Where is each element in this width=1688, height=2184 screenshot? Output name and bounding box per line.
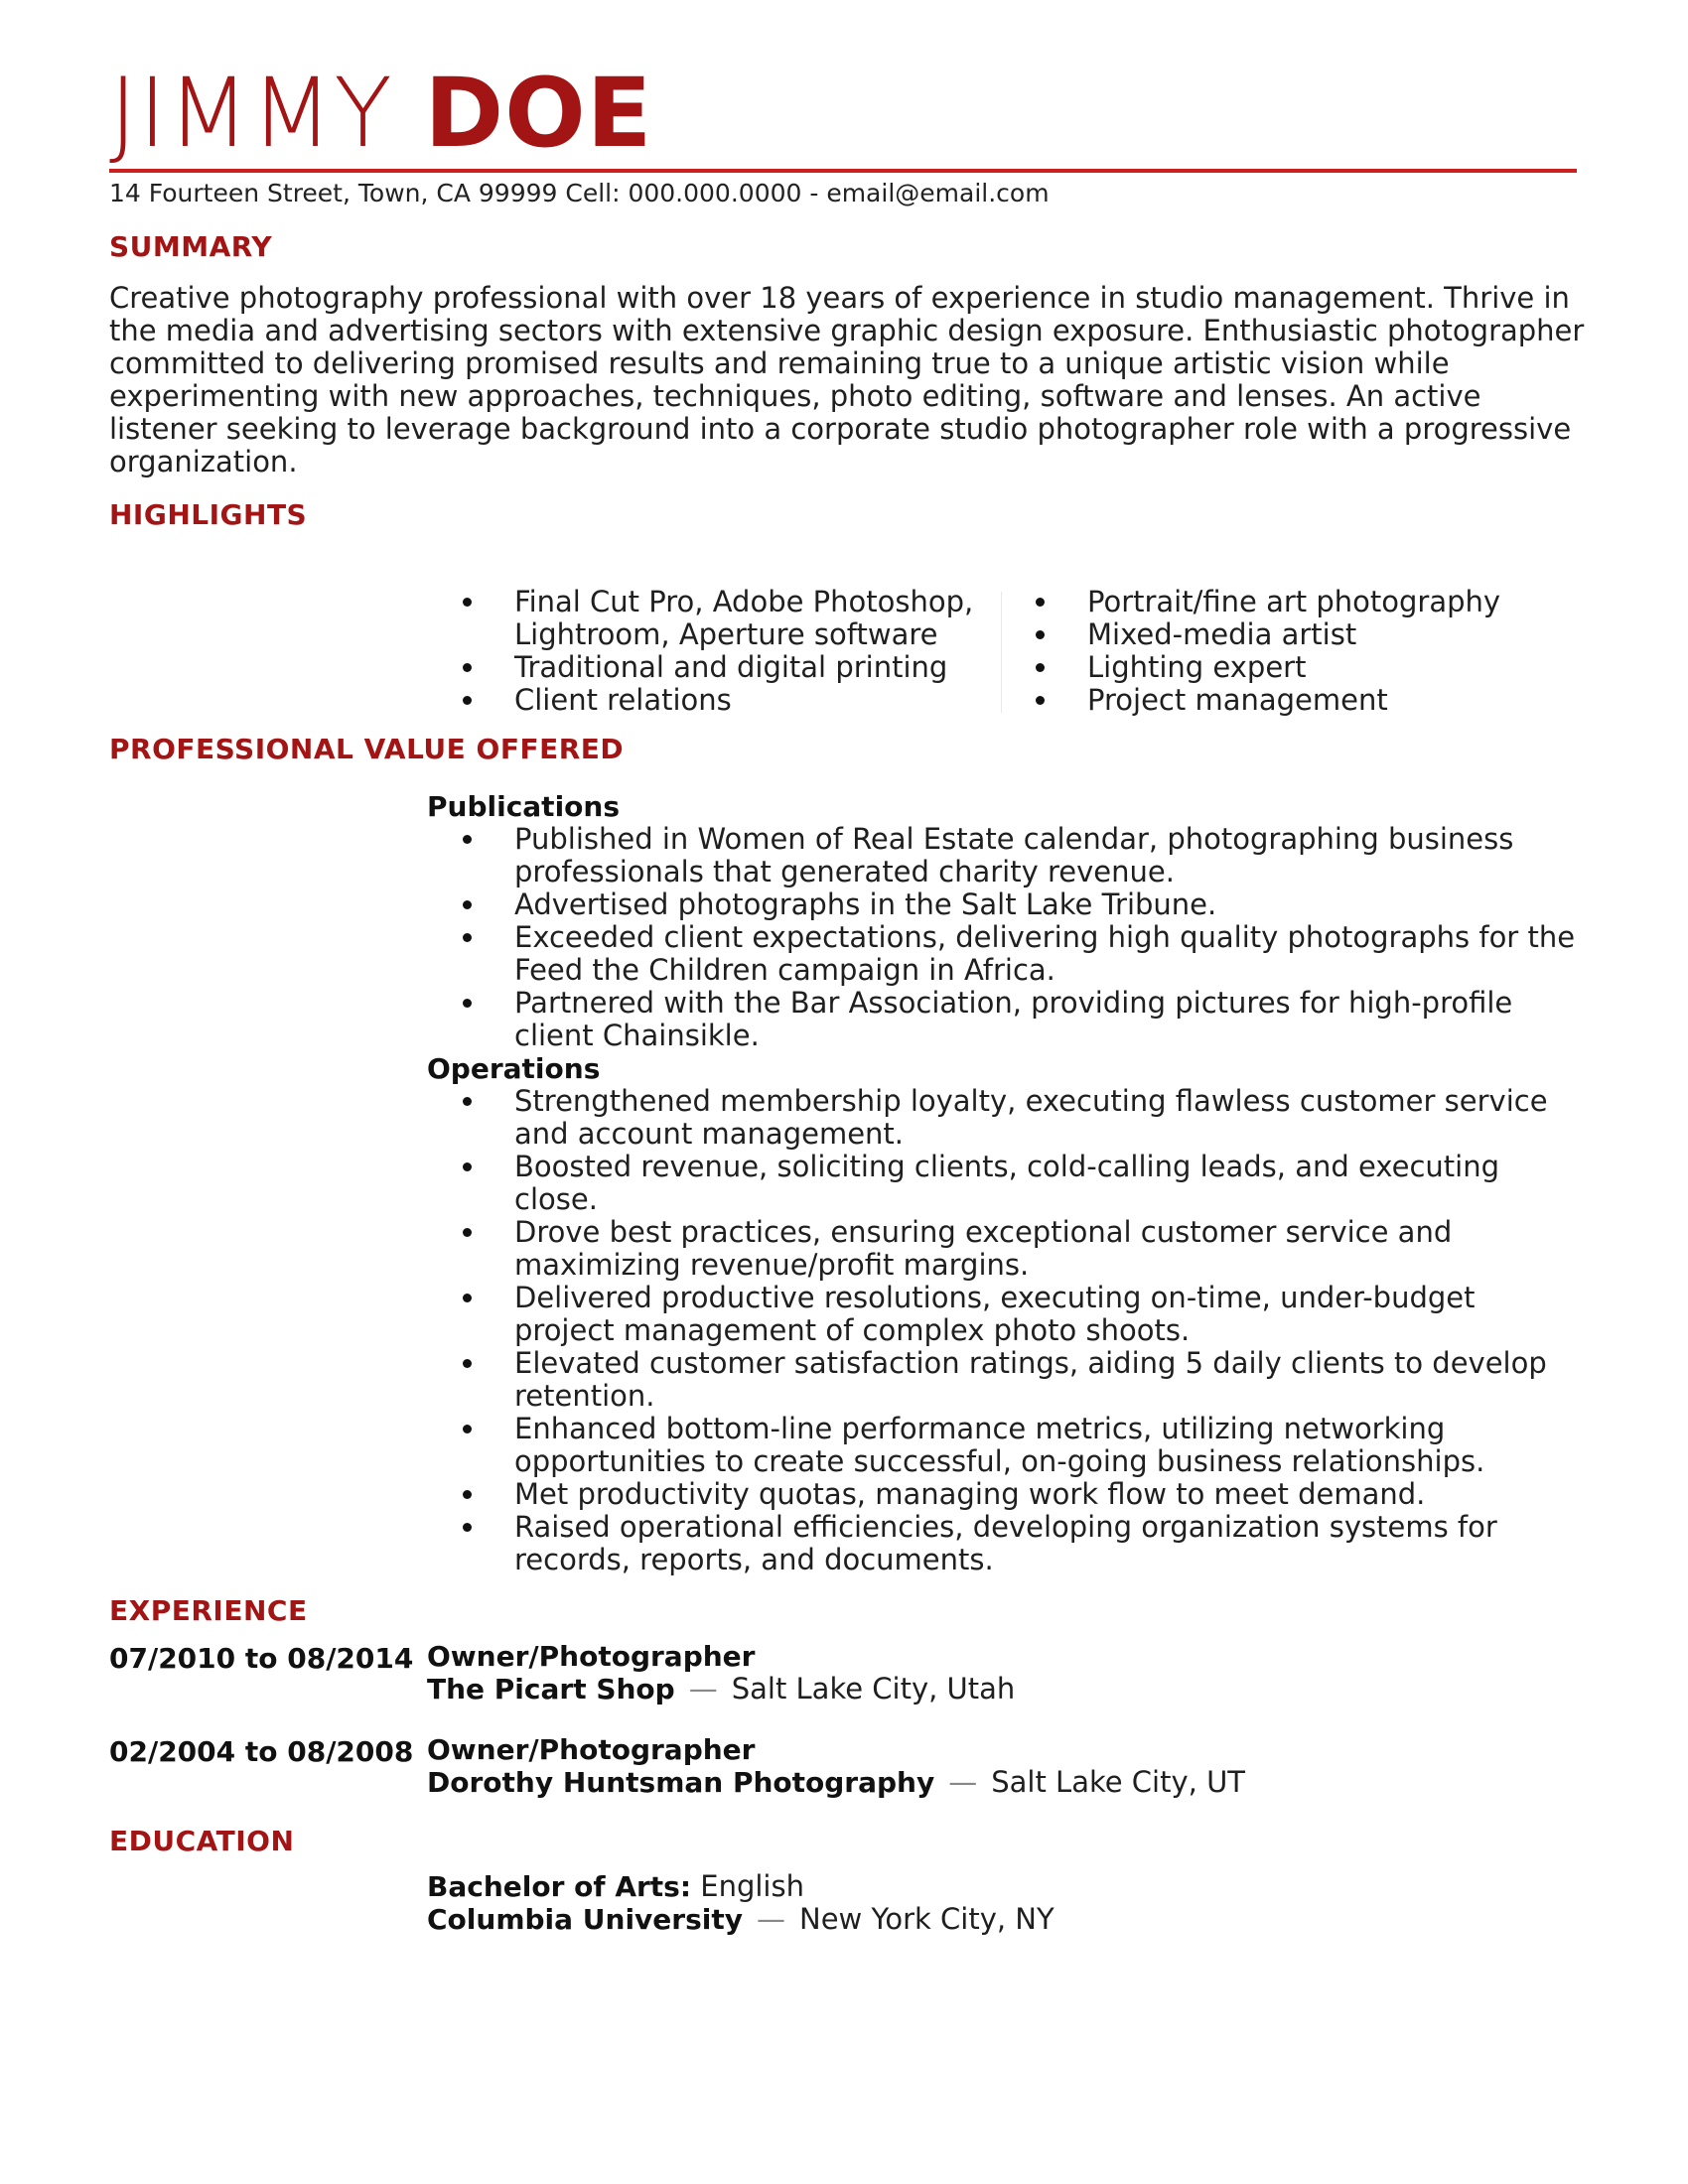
education-entry — [427, 1870, 1055, 1936]
list-item: Strengthened membership loyalty, executing flawless customer service and account management. — [463, 1085, 1579, 1151]
contact-line: 14 Fourteen Street, Town, CA 99999 Cell: 000.000.0000 - email@email.com — [109, 179, 1050, 207]
highlights-right-column — [1036, 586, 1552, 717]
school-name: Columbia University — [427, 1903, 743, 1936]
publications-list — [463, 823, 1579, 1052]
job-entry — [427, 1640, 1015, 1706]
summary-text: Creative photography professional with over 18 years of experience in studio management. Thrive in the media and advertising sectors with extensive graphic design exposure. Enthusiastic photographer committed to delivering promised results and remaining true to a unique artistic vision while experimenting with new approaches, techniques, photo editing, software and lenses. An active listener seeking to leverage background into a corporate studio photographer role with a progressive organization. — [109, 281, 1585, 478]
highlights-heading: HIGHLIGHTS — [109, 498, 308, 531]
candidate-name — [109, 58, 653, 169]
list-item: Elevated customer satisfaction ratings, aiding 5 daily clients to develop retention. — [463, 1347, 1579, 1413]
highlights-left-column — [463, 586, 1019, 717]
list-item: Project management — [1036, 684, 1552, 717]
pvo-section — [427, 790, 1579, 1576]
job-dates: 07/2010 to 08/2014 — [109, 1642, 414, 1675]
education-heading: EDUCATION — [109, 1825, 295, 1857]
first-name: JIMMY — [109, 58, 393, 169]
list-item: Final Cut Pro, Adobe Photoshop, Lightroom, Aperture software — [463, 586, 1019, 651]
list-item: Drove best practices, ensuring exceptional customer service and maximizing revenue/profit margins. — [463, 1216, 1579, 1282]
job-dates: 02/2004 to 08/2008 — [109, 1735, 414, 1768]
list-item: Raised operational efficiencies, developing organization systems for records, reports, and documents. — [463, 1511, 1579, 1576]
list-item: Published in Women of Real Estate calendar, photographing business professionals that generated charity revenue. — [463, 823, 1579, 888]
list-item: Exceeded client expectations, delivering high quality photographs for the Feed the Children campaign in Africa. — [463, 921, 1579, 987]
company-name: The Picart Shop — [427, 1673, 675, 1706]
job-title: Owner/Photographer — [427, 1733, 756, 1766]
operations-list — [463, 1085, 1579, 1576]
job-entry — [427, 1733, 1245, 1799]
pvo-heading: PROFESSIONAL VALUE OFFERED — [109, 733, 625, 765]
job-title: Owner/Photographer — [427, 1640, 756, 1673]
last-name: DOE — [424, 58, 653, 169]
job-location: Salt Lake City, UT — [991, 1765, 1246, 1799]
list-item: Lighting expert — [1036, 651, 1552, 684]
experience-heading: EXPERIENCE — [109, 1594, 308, 1627]
column-divider — [1001, 592, 1002, 713]
summary-heading: SUMMARY — [109, 230, 273, 263]
list-item: Delivered productive resolutions, executing on-time, under-budget project management of complex photo shoots. — [463, 1282, 1579, 1347]
list-item: Advertised photographs in the Salt Lake Tribune. — [463, 888, 1579, 921]
list-item: Met productivity quotas, managing work flow to meet demand. — [463, 1478, 1579, 1511]
company-name: Dorothy Huntsman Photography — [427, 1766, 935, 1799]
job-location: Salt Lake City, Utah — [731, 1672, 1016, 1706]
list-item: Portrait/fine art photography — [1036, 586, 1552, 618]
list-item: Traditional and digital printing — [463, 651, 1019, 684]
degree: Bachelor of Arts — [427, 1870, 680, 1903]
list-item: Mixed-media artist — [1036, 618, 1552, 651]
publications-subheading: Publications — [427, 790, 621, 823]
list-item: Partnered with the Bar Association, providing pictures for high-profile client Chainsikle. — [463, 987, 1579, 1052]
degree-colon: : — [679, 1870, 692, 1903]
separator-dash: — — [688, 1672, 718, 1706]
major: English — [691, 1869, 804, 1903]
separator-dash: — — [948, 1765, 978, 1799]
list-item: Boosted revenue, soliciting clients, cold-calling leads, and executing close. — [463, 1151, 1579, 1216]
list-item: Client relations — [463, 684, 1019, 717]
school-location: New York City, NY — [799, 1902, 1055, 1936]
header-rule — [109, 169, 1577, 173]
operations-subheading: Operations — [427, 1052, 601, 1085]
list-item: Enhanced bottom-line performance metrics, utilizing networking opportunities to create successful, on-going business relationships. — [463, 1413, 1579, 1478]
separator-dash: — — [757, 1902, 785, 1936]
summary-section — [109, 282, 1589, 478]
